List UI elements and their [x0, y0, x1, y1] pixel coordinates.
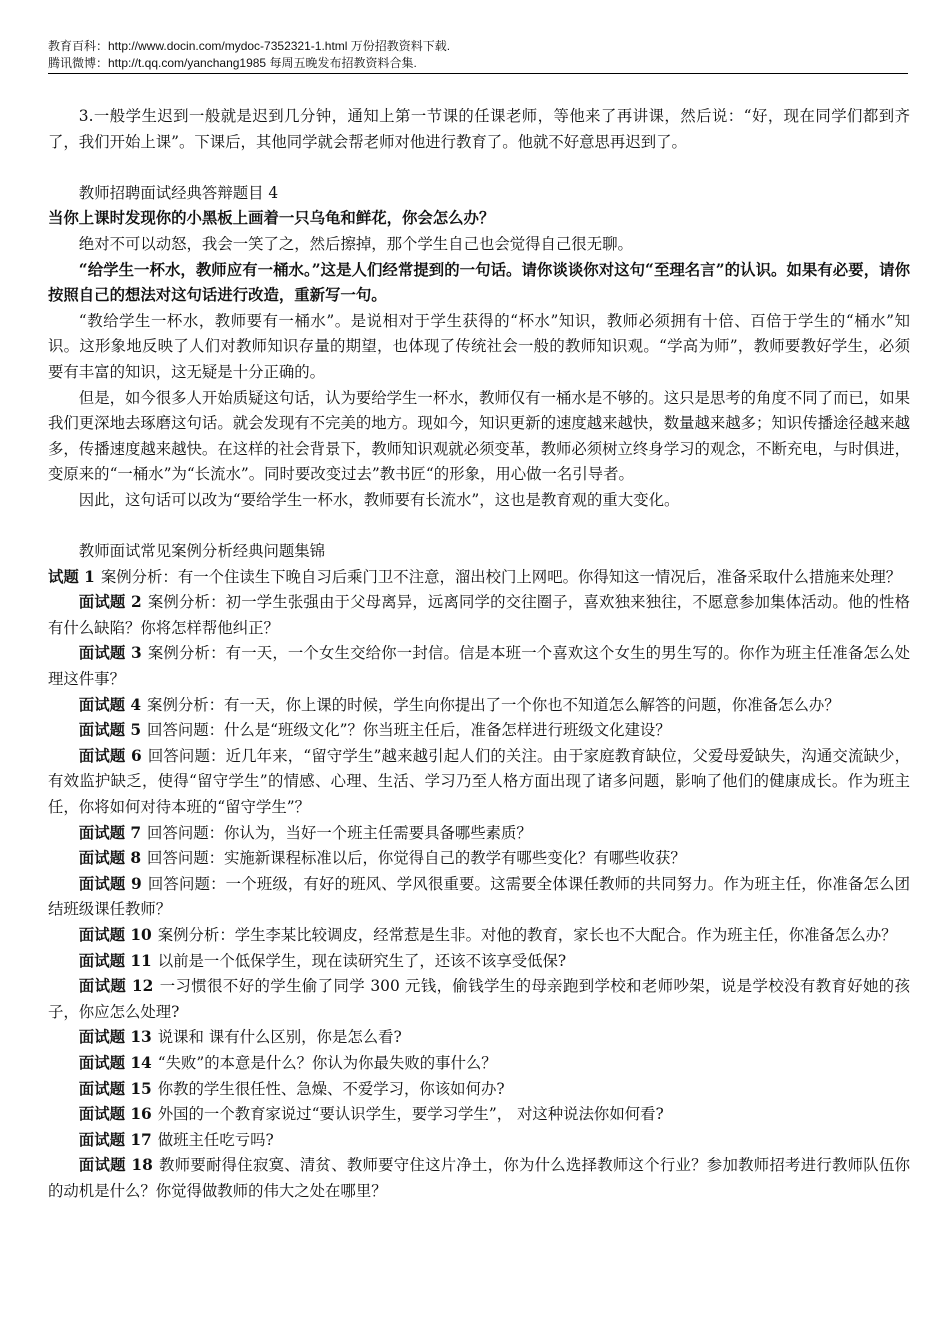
case-question: [48, 641, 910, 692]
case-question: [48, 1077, 910, 1103]
case-question: [48, 1051, 910, 1077]
case-question: [48, 923, 910, 949]
question-text: 回答问题：什么是“班级文化”？你当班主任后，准备怎样进行班级文化建设？: [147, 721, 671, 740]
intro-paragraph: 3.一般学生迟到一般就是迟到几分钟，通知上第一节课的任课老师，等他来了再讲课，然后说：“好，现在同学们都到齐了，我们开始上课”。下课后，其他同学就会帮老师对他进行教育了。他就不好意思再迟到了。: [48, 107, 910, 151]
case-question: [48, 1025, 910, 1051]
question-text: 你教的学生很任性、急燥、不爱学习，你该如何办?: [157, 1079, 505, 1098]
question-text: 回答问题：你认为，当好一个班主任需要具备哪些素质？: [147, 823, 532, 842]
page-header: [48, 38, 908, 74]
question-text: 回答问题：实施新课程标准以后，你觉得自己的教学有哪些变化？有哪些收获？: [147, 849, 686, 868]
question-text: 回答问题：一个班级，有好的班风、学风很重要。这需要全体课任教师的共同努力。作为班主任，你准备怎么团结班级课任教师？: [48, 874, 910, 919]
spacer: [48, 514, 910, 540]
question-text: 案例分析：学生李某比较调皮，经常惹是生非。对他的教育，家长也不大配合。作为班主任，你准备怎么办？: [157, 926, 897, 944]
answer-water-p1: “教给学生一杯水，教师要有一桶水”。是说相对于学生获得的“杯水”知识，教师必须拥有十倍、百倍于学生的“桶水”知识。这形象地反映了人们对教师知识存量的期望，也体现了传统社会一般的教师知识观。“学高为师”，教师要教好学生，必须要有丰富的知识，这无疑是十分正确的。: [48, 311, 910, 381]
question-text: 以前是一个低保学生，现在读研究生了，还该不该享受低保?: [157, 951, 567, 970]
section4-title: 教师招聘面试经典答辩题目 4: [78, 183, 279, 202]
question-label: 面试题 9: [78, 874, 142, 893]
question-text: 案例分析：有一天，一个女生交给你一封信。信是本班一个喜欢这个女生的男生写的。你作为班主任准备怎么处理这件事？: [48, 644, 910, 689]
case-question: [48, 744, 910, 821]
case-question-1: [48, 565, 910, 591]
case-question: [48, 1153, 910, 1204]
question-text: 一习惯很不好的学生偷了同学 300 元钱，偷钱学生的母亲跑到学校和老师吵架，说是学校没有教育好她的孩子，你应怎么处理?: [48, 977, 910, 1021]
case-question: [48, 590, 910, 641]
question-text: 外国的一个教育家说过“要认识学生，要学习学生”， 对这种说法你如何看?: [157, 1105, 664, 1124]
question-text: 回答问题：近几年来，“留守学生”越来越引起人们的关注。由于家庭教育缺位，父爱母爱缺失，沟通交流缺少，有效监护缺乏，使得“留守学生”的情感、心理、生活、学习乃至人格方面出现了诸多问题，影响了他们的健康成长。作为班主任，你将如何对待本班的“留守学生”？: [48, 746, 910, 817]
question-blackboard: 当你上课时发现你的小黑板上画着一只乌龟和鲜花，你会怎么办？: [48, 209, 495, 228]
question-text: “失败”的本意是什么？你认为你最失败的事什么？: [157, 1053, 497, 1072]
case-question: [48, 974, 910, 1025]
question-label: 面试题 18: [78, 1156, 153, 1175]
question-text: 案例分析：有一天，你上课的时候，学生向你提出了一个你也不知道怎么解答的问题，你准备怎么办？: [147, 695, 840, 714]
question-water: “给学生一杯水，教师应有一桶水。”这是人们经常提到的一句话。请你谈谈你对这句“至理名言”的认识。如果有必要，请你按照自己的想法对这句话进行改造，重新写一句。: [48, 260, 910, 305]
header-line-weibo: 腾讯微博：http://t.qq.com/yanchang1985 每周五晚发布招教资料合集.: [48, 56, 417, 70]
case-question: [48, 1128, 910, 1154]
header-rule: [48, 73, 908, 74]
question-text: 说课和 课有什么区别，你是怎么看?: [157, 1028, 402, 1047]
header-line-docin: 教育百科：http://www.docin.com/mydoc-7352321-1.html 万份招教资料下载.: [48, 39, 451, 53]
case-question: [48, 693, 910, 719]
case-question: [48, 949, 910, 975]
case-question: [48, 1102, 910, 1128]
question-text: 教师要耐得住寂寞、清贫、教师要守住这片净土，你为什么选择教师这个行业？参加教师招考进行教师队伍你的动机是什么？你觉得做教师的伟大之处在哪里？: [48, 1156, 910, 1200]
answer-water-p2: 但是，如今很多人开始质疑这句话，认为要给学生一杯水，教师仅有一桶水是不够的。这只是思考的角度不同了而已，如果我们更深地去琢磨这句话。就会发现有不完美的地方。现如今，知识更新的速度越来越快，数量越来越多；知识传播途径越来越多，传播速度越来越快。在这样的社会背景下，教师知识观就必须变革，教师必须树立终身学习的观念，不断充电，与时俱进，变原来的“一桶水”为“长流水”。同时要改变过去”教书匠“的形象，用心做一名引导者。: [48, 388, 910, 484]
question-label: 面试题 6: [78, 746, 142, 765]
case-question: [48, 718, 910, 744]
question-label: 试题 1: [48, 567, 95, 586]
question-label: 面试题 14: [78, 1053, 152, 1072]
case-question: [48, 872, 910, 923]
document-body: [48, 104, 910, 1205]
question-label: 面试题 8: [78, 849, 142, 868]
question-label: 面试题 7: [78, 823, 142, 842]
question-text: 案例分析：有一个住读生下晚自习后乘门卫不注意，溜出校门上网吧。你得知这一情况后，准备采取什么措施来处理？: [100, 567, 902, 586]
case-question: [48, 821, 910, 847]
spacer: [48, 155, 910, 181]
question-label: 面试题 11: [78, 951, 152, 970]
question-label: 面试题 16: [78, 1105, 152, 1124]
question-label: 面试题 10: [78, 926, 152, 944]
question-label: 面试题 15: [78, 1079, 152, 1098]
question-label: 面试题 3: [78, 644, 142, 663]
question-text: 案例分析：初一学生张强由于父母离异，远离同学的交往圈子，喜欢独来独往，不愿意参加集体活动。他的性格有什么缺陷？你将怎样帮他纠正？: [48, 593, 910, 637]
answer-blackboard: 绝对不可以动怒，我会一笑了之，然后擦掉，那个学生自己也会觉得自己很无聊。: [78, 234, 633, 253]
section-cases-title: 教师面试常见案例分析经典问题集锦: [78, 542, 326, 561]
question-label: 面试题 17: [78, 1130, 152, 1149]
question-label: 面试题 4: [78, 695, 142, 714]
case-question: [48, 846, 910, 872]
question-label: 面试题 2: [78, 593, 142, 612]
question-label: 面试题 13: [78, 1028, 152, 1047]
answer-water-p3: 因此，这句话可以改为“要给学生一杯水，教师要有长流水”，这也是教育观的重大变化。: [78, 490, 680, 509]
question-text: 做班主任吃亏吗?: [157, 1130, 274, 1149]
question-label: 面试题 5: [78, 721, 142, 740]
case-question-list: [48, 590, 910, 1204]
question-label: 面试题 12: [78, 977, 154, 996]
